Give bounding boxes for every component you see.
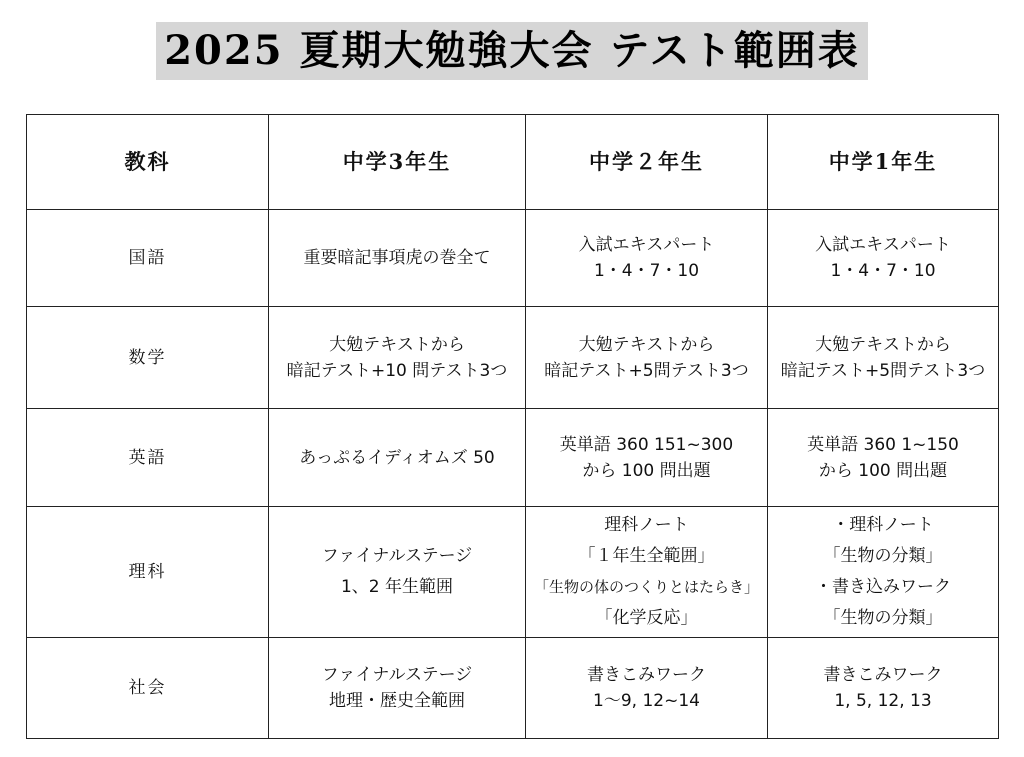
cell-line: 重要暗記事項虎の巻全て	[303, 248, 491, 268]
cell-line: 書きこみワーク	[587, 665, 706, 685]
cell-line: 1・4・7・10	[593, 261, 700, 281]
cell-line: 地理・歴史全範囲	[329, 691, 465, 711]
cell-line: ファイナルステージ	[321, 665, 473, 685]
subject-english: 英語	[27, 409, 269, 507]
row-english	[27, 409, 999, 507]
cell-line: 入試エキスパート	[815, 235, 951, 255]
cell-line: 1〜9, 12~14	[593, 691, 700, 711]
cell-line: 英単語 360 151~300	[559, 434, 734, 455]
cell-line: 大勉テキストから	[815, 334, 951, 355]
row-social	[27, 638, 999, 739]
cell-english-g3	[269, 409, 526, 507]
cell-line: 「生物の分類」	[823, 546, 943, 566]
cell-english-g1	[768, 409, 999, 507]
cell-japanese-g1	[768, 210, 999, 307]
subject-math: 数学	[27, 307, 269, 409]
cell-line: から 100 問出題	[818, 460, 948, 481]
subject-science: 理科	[27, 507, 269, 638]
header-subject: 教科	[27, 115, 269, 210]
cell-line: ファイナルステージ	[321, 546, 473, 566]
cell-math-g3	[269, 307, 526, 409]
cell-math-g1	[768, 307, 999, 409]
cell-line: 「生物の体のつくりとはたらき」	[533, 578, 759, 596]
cell-line: 英単語 360 1~150	[807, 434, 959, 455]
cell-english-g2	[526, 409, 768, 507]
cell-math-g2	[526, 307, 768, 409]
cell-line: 暗記テスト+5問テスト3つ	[544, 360, 749, 381]
cell-science-g2	[526, 507, 768, 638]
test-range-table	[26, 114, 999, 739]
cell-line: ・理科ノート	[832, 515, 934, 535]
cell-line: 暗記テスト+10 問テスト3つ	[286, 360, 508, 381]
row-science	[27, 507, 999, 638]
cell-line: 入試エキスパート	[578, 235, 715, 255]
cell-line: 「化学反応」	[595, 608, 698, 628]
cell-line: 大勉テキストから	[578, 334, 715, 355]
cell-line: から 100 問出題	[582, 460, 711, 481]
subject-social: 社会	[27, 638, 269, 739]
header-row	[27, 115, 999, 210]
cell-japanese-g3	[269, 210, 526, 307]
cell-science-g1	[768, 507, 999, 638]
title-wrap	[0, 22, 1024, 80]
cell-line: あっぷるイディオムズ 50	[299, 447, 495, 468]
cell-science-g3	[269, 507, 526, 638]
cell-japanese-g2	[526, 210, 768, 307]
cell-line: 1、2 年生範囲	[340, 577, 454, 597]
cell-line: 理科ノート	[604, 515, 689, 535]
cell-line: 書きこみワーク	[823, 665, 943, 685]
cell-line: 1・4・7・10	[830, 261, 936, 281]
header-grade2: 中学２年生	[526, 115, 768, 210]
cell-social-g2	[526, 638, 768, 739]
cell-line: 暗記テスト+5問テスト3つ	[780, 360, 986, 381]
cell-line: 「１年生全範囲」	[578, 546, 715, 566]
row-japanese	[27, 210, 999, 307]
cell-social-g1	[768, 638, 999, 739]
cell-line: 「生物の分類」	[823, 608, 943, 628]
cell-social-g3	[269, 638, 526, 739]
row-math	[27, 307, 999, 409]
cell-line: 大勉テキストから	[329, 334, 465, 355]
cell-line: ・書き込みワーク	[815, 577, 951, 597]
header-grade1: 中学1年生	[768, 115, 999, 210]
cell-line: 1, 5, 12, 13	[834, 691, 932, 711]
subject-japanese: 国語	[27, 210, 269, 307]
page-title: 2025 夏期大勉強大会 テスト範囲表	[156, 22, 868, 80]
header-grade3: 中学3年生	[269, 115, 526, 210]
